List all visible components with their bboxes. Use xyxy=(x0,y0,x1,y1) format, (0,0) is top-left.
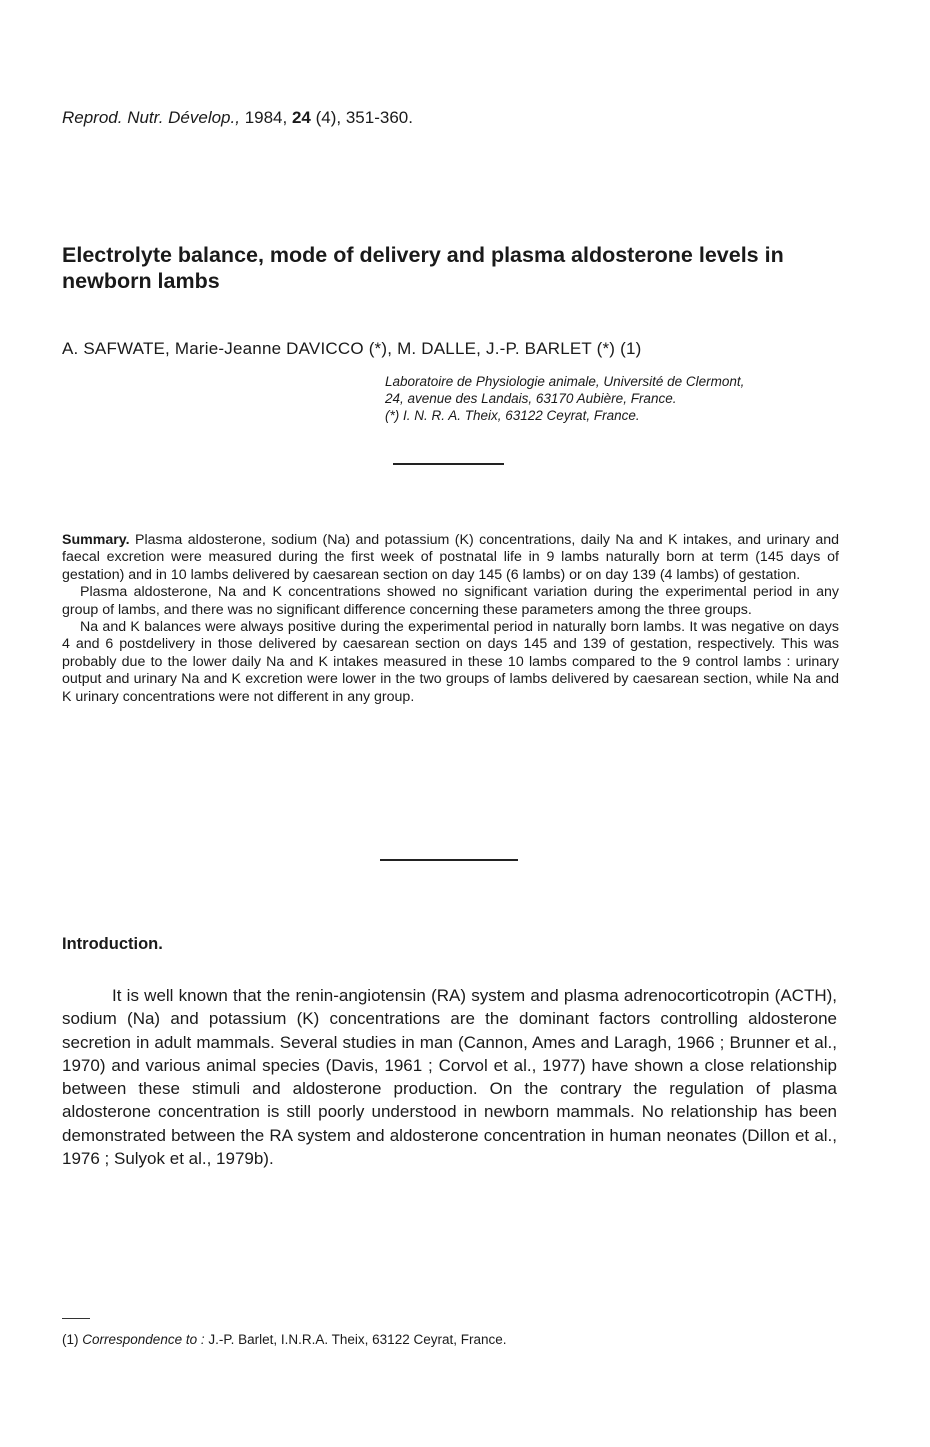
affiliation-line-1: Laboratoire de Physiologie animale, Université de Clermont, xyxy=(385,374,745,389)
footnote-label: Correspondence to : xyxy=(82,1332,205,1347)
footnote-mark: (1) xyxy=(62,1332,79,1347)
summary-section xyxy=(62,532,839,706)
affiliation-line-3: (*) I. N. R. A. Theix, 63122 Ceyrat, France. xyxy=(385,408,640,423)
summary-text-1: Plasma aldosterone, sodium (Na) and potassium (K) concentrations, daily Na and K intakes, and urinary and faecal excretion were measured during the first week of postnatal life in 9 lambs naturally born at term (145 days of gestation) and in 10 lambs delivered by caesarean section on day 145 (6 lambs) or on day 139 (4 lambs) of gestation. xyxy=(62,532,839,583)
affiliations xyxy=(375,373,855,424)
summary-paragraph-2: Plasma aldosterone, Na and K concentrations showed no significant variation during the experimental period in any group of lambs, and there was no significant difference concerning these parameters among the three groups. xyxy=(62,584,839,618)
journal-issue-pages: (4), 351-360. xyxy=(315,108,413,127)
footnote xyxy=(62,1332,507,1347)
summary-paragraph-3: Na and K balances were always positive during the experimental period in naturally born lambs. It was negative on days 4 and 6 postdelivery in those delivered by caesarean section on days 145 and 139 of gestation, respectively. This was probably due to the lower daily Na and K intakes measured in these 10 lambs compared to the 9 control lambs : urinary output and urinary Na and K excretion were lower in the two groups of lambs delivered by caesarean section, while Na and K urinary concentrations were not different in any group. xyxy=(62,619,839,705)
summary-paragraph-1 xyxy=(62,532,839,584)
summary-label: Summary. xyxy=(62,532,130,548)
footnote-divider xyxy=(62,1318,90,1319)
affiliation-line-2: 24, avenue des Landais, 63170 Aubière, France. xyxy=(385,391,677,406)
footnote-text: J.-P. Barlet, I.N.R.A. Theix, 63122 Ceyrat, France. xyxy=(208,1332,507,1347)
introduction-paragraph: It is well known that the renin-angiotensin (RA) system and plasma adrenocorticotropin (ACTH), sodium (Na) and potassium (K) concentrations are the dominant factors controlling aldosterone secretion in adult mammals. Several studies in man (Cannon, Ames and Laragh, 1966 ; Brunner et al., 1970) and various animal species (Davis, 1961 ; Corvol et al., 1977) have shown a close relationship between these stimuli and aldosterone production. On the contrary the regulation of plasma aldosterone concentration is still poorly understood in newborn mammals. No relationship has been demonstrated between the RA system and aldosterone concentration in human neonates (Dillon et al., 1976 ; Sulyok et al., 1979b). xyxy=(62,986,837,1169)
author-list: A. SAFWATE, Marie-Jeanne DAVICCO (*), M. DALLE, J.-P. BARLET (*) (1) xyxy=(62,339,642,358)
journal-reference xyxy=(62,108,413,128)
section-divider xyxy=(393,463,504,465)
section-divider xyxy=(380,859,518,861)
journal-name: Reprod. Nutr. Dévelop., xyxy=(62,108,240,127)
introduction-heading: Introduction. xyxy=(62,935,163,953)
journal-volume: 24 xyxy=(291,108,311,127)
journal-year: 1984, xyxy=(244,108,288,127)
paper-title: Electrolyte balance, mode of delivery and plasma aldosterone levels in newborn lambs xyxy=(62,243,784,293)
